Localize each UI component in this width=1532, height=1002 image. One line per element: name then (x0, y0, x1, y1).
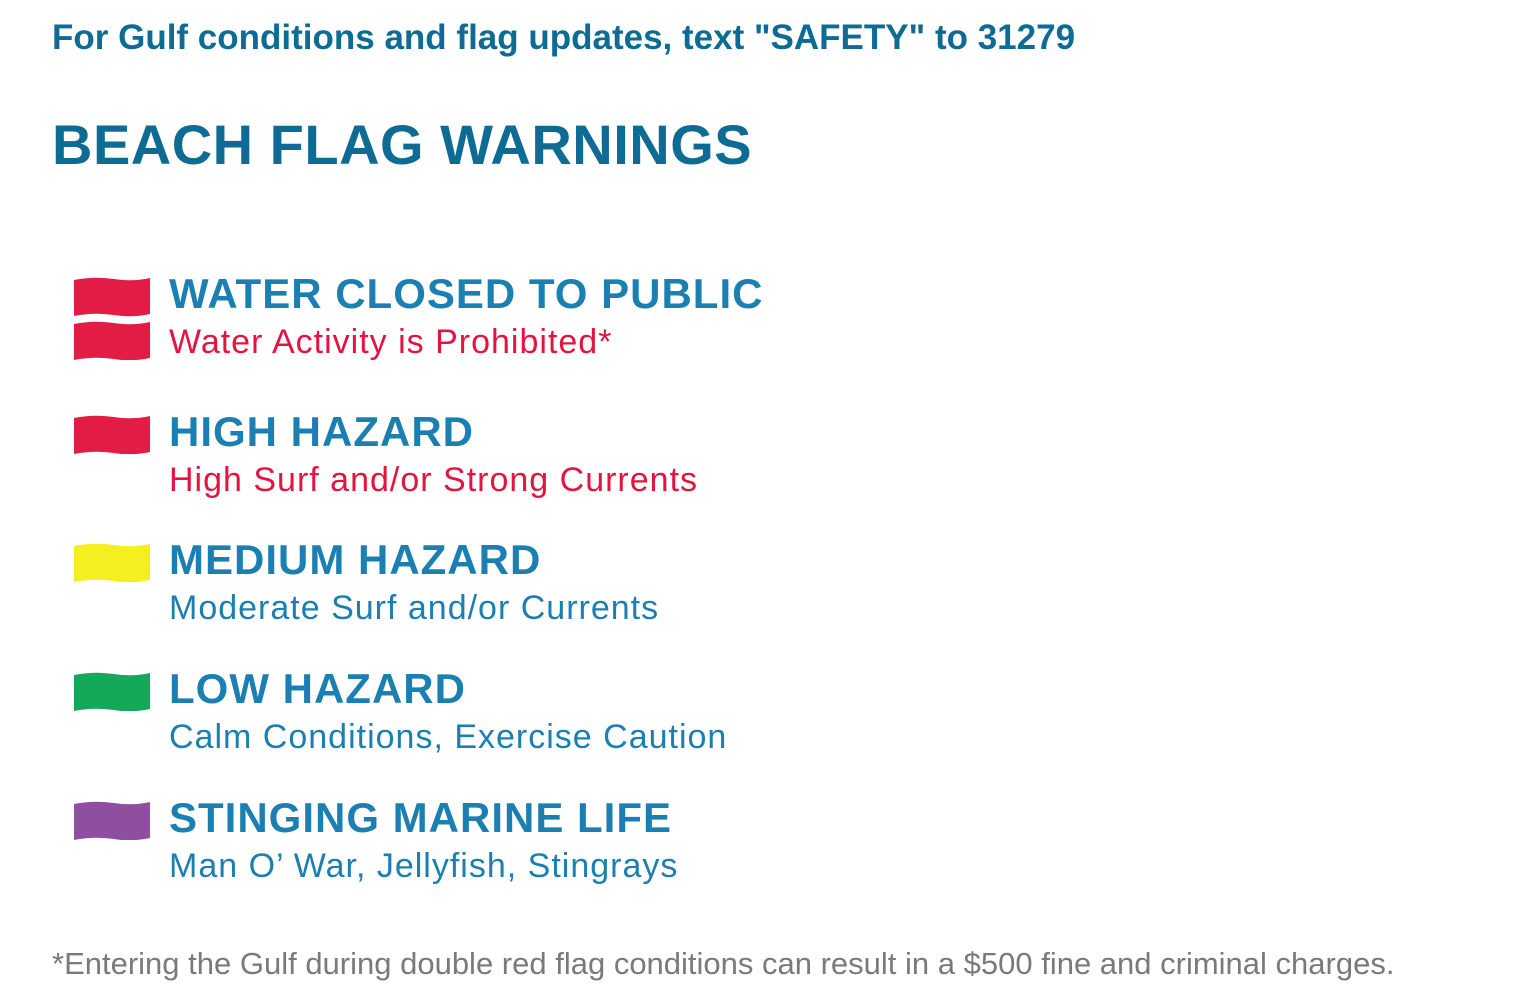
flag-title: HIGH HAZARD (169, 408, 474, 455)
flag-description: Man O’ War, Jellyfish, Stingrays (169, 847, 679, 885)
flag-title: WATER CLOSED TO PUBLIC (169, 270, 764, 317)
green-flag-icon (74, 671, 150, 711)
purple-flag-icon (74, 800, 150, 840)
flag-description: High Surf and/or Strong Currents (169, 461, 699, 499)
page-title: BEACH FLAG WARNINGS (52, 113, 753, 176)
flag-description: Water Activity is Prohibited* (169, 323, 613, 361)
flag-title: MEDIUM HAZARD (169, 536, 542, 583)
flag-item-low-hazard (74, 665, 974, 775)
flag-item-stinging-marine-life (74, 794, 974, 904)
sms-notice: For Gulf conditions and flag updates, text "SAFETY" to 31279 (52, 18, 1076, 57)
flag-item-medium-hazard (74, 536, 974, 646)
flag-description: Calm Conditions, Exercise Caution (169, 718, 728, 756)
flag-item-water-closed (74, 270, 974, 380)
yellow-flag-icon (74, 542, 150, 582)
flag-description: Moderate Surf and/or Currents (169, 589, 660, 627)
fine-footnote: *Entering the Gulf during double red flag conditions can result in a $500 fine and criminal charges. (52, 946, 1395, 981)
red-flag-icon (74, 414, 150, 454)
flag-item-high-hazard (74, 408, 974, 518)
flag-title: STINGING MARINE LIFE (169, 794, 672, 841)
flag-title: LOW HAZARD (169, 665, 466, 712)
double-red-flag-icon (74, 276, 150, 360)
